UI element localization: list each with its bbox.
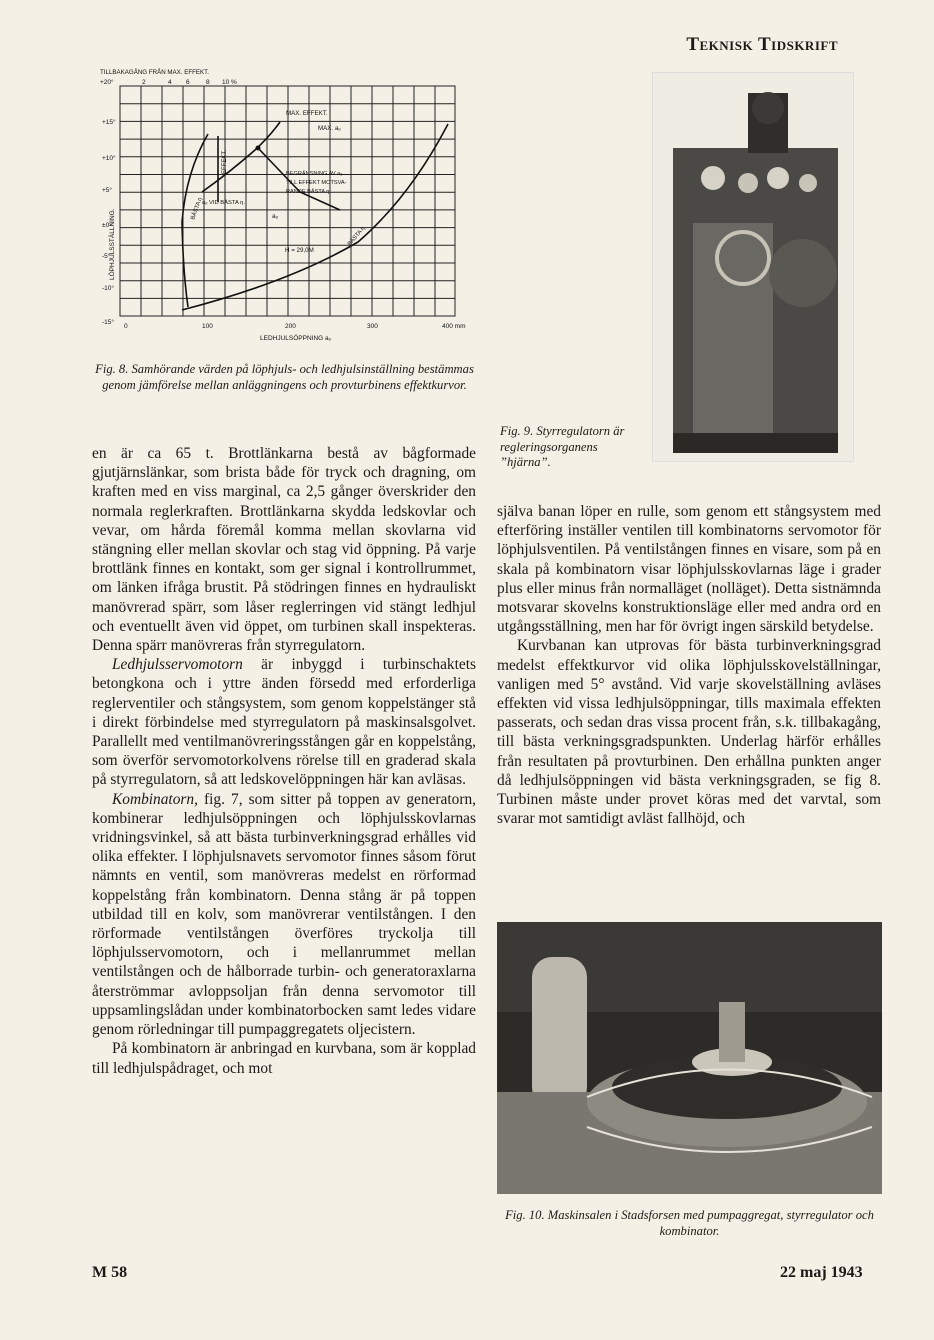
x-tick: 400 mm	[442, 323, 466, 330]
top-tick: 2	[142, 79, 146, 86]
issue-date: 22 maj 1943	[780, 1264, 863, 1281]
left-column	[92, 444, 476, 1078]
annotation-a-basta: aₒ VID BÄSTA η.	[202, 200, 245, 206]
journal-title: Teknisk Tidskrift	[686, 34, 838, 55]
grid	[120, 86, 455, 316]
x-tick: 200	[285, 323, 296, 330]
max-point	[256, 146, 261, 151]
fig8-caption: Fig. 8. Samhörande värden på löphjuls- och ledhjulsinställning bestämmas genom jämförelse mellan anläggningens och provturbinens effektkurvor.	[95, 362, 474, 392]
top-tick: 8	[206, 79, 210, 86]
fig9-caption: Fig. 9. Styrregulatorn är regleringsorganens ”hjärna”.	[500, 424, 625, 469]
page-number: M 58	[92, 1264, 128, 1281]
annotation-a0: aₒ	[272, 213, 279, 220]
y-tick: +5°	[102, 187, 113, 194]
top-tick: 4	[168, 79, 172, 86]
fig10-caption: Fig. 10. Maskinsalen i Stadsforsen med pumpaggregat, styrregulator och kombinator.	[505, 1208, 874, 1238]
annotation-limit-1: BEGRÄNSNING AV aₒ	[286, 171, 343, 177]
x-axis-label: LEDHJULSÖPPNING aₒ	[260, 335, 332, 342]
y-tick: -5°	[102, 253, 111, 260]
right-paragraph-1: själva banan löper en rulle, som genom ett stångsystem med efterföring inställer ventilen till kombinatorns servomotor för löphjulsventilen. På ventilstången finnes en visare, som på en skala på kombinatorn visar löphjulsskovlarnas läge i grader plus eller minus från normalläget (nolläget). Detta sistnämnda motsvarar skovelns konstruktionsläge eller med andra ord en utgångsställning, men har för övrigt ingen särskild betydelse.	[497, 503, 881, 636]
top-tick: +20°	[100, 79, 114, 86]
right-paragraph-2: Kurvbanan kan utprovas för bästa turbinverkningsgrad medelst effektkurvor vid olika löphjulsskovelställningar, vanligen med 5° avstånd. Vid varje skovelställning avläses effekten vid vissa ledhjulsöppningar, tills maximala effekten passerats, och sedan dras vissa procent från, s.k. tillbakagång, till bästa verkningsgradspunkten. Underlag härför erhålles från resultaten på provturbinen. Den erhållna punkten anger då ledhjulsöppningen vid bästa verkningsgraden, se fig 8. Turbinen måste under provet köras med det varvtal, som svarar mot samtidigt avläst fallhöjd, och	[497, 637, 881, 828]
annotation-limit-2: TILL EFFEKT MOTSVA-	[286, 180, 347, 186]
annotation-limit-3: RANDE BÄSTA η.	[286, 189, 331, 195]
top-tick: 6	[186, 79, 190, 86]
right-column	[497, 502, 881, 828]
top-tick: 10 %	[222, 79, 237, 86]
annotation-basta-left: BÄSTA η	[190, 196, 204, 221]
x-tick: 100	[202, 323, 213, 330]
top-label: TILLBAKAGÅNG FRÅN MAX. EFFEKT.	[100, 69, 209, 76]
y-tick: -15°	[102, 319, 114, 326]
term-kombinatorn: Kombinatorn,	[112, 790, 198, 808]
fig10-photo	[497, 922, 882, 1194]
left-paragraph-2: Ledhjulsservomotorn är inbyggd i turbinschaktets betongkona och i yttre änden försedd med erforderliga reglerventiler och stångsystem, som genom koppelstänger stå i direkt förbindelse med styrregulatorn på maskinsalsgolvet. Parallellt med ventilmanövreringsstången går en koppelstång, som överför servomotorkolvens rörelse till en graderad skala på styrregulatorn, så att ledskovelöppningen här kan avläsas.	[92, 656, 476, 789]
left-paragraph-3: Kombinatorn, fig. 7, som sitter på toppen av generatorn, kombinerar ledhjulsöppningen och löphjulsskovlarnas vridningsvinkel, så att bästa turbinverkningsgrad erhålles vid olika effekter. I löphjulsnavets servomotor finnes såsom förut nämnts en ventil, som manövreras medelst en rörformad koppelstång från kombinatorn. Denna stång är på toppen utbildad till en kolv, som manövrerar ventilstången. I den rörformade ventilstången överföres tryckolja till löphjulsservomotorn, och i mellanrummet mellan ventilstången och de hålborrade turbin- och generatoraxlarna återströmmar avloppsoljan från denna servomotor till uppsamlingslådan under kombinatorbocken samt ledes vidare genom rörledningar till pumpaggregatets oljecistern.	[92, 790, 476, 1039]
left-paragraph-4: På kombinatorn är anbringad en kurvbana, som är kopplad till ledhjulspådraget, och mot	[92, 1040, 476, 1077]
y-tick: ±0°	[102, 222, 112, 229]
y-tick: +15°	[102, 119, 116, 126]
fig9-photo	[652, 72, 854, 462]
annotation-max-a: MAX. aₒ	[318, 125, 341, 132]
annotation-effekt: EFFEKT.	[222, 149, 228, 174]
x-tick: 0	[124, 323, 128, 330]
annotation-max-effekt: MAX. EFFEKT.	[286, 110, 328, 117]
y-axis-label: LÖPHJULSSTÄLLNING.	[109, 208, 116, 280]
term-ledhjulsservomotorn: Ledhjulsservomotorn	[112, 656, 243, 674]
annotation-head: H = 29,0M	[285, 247, 314, 254]
y-tick: -10°	[102, 285, 114, 292]
x-tick: 300	[367, 323, 378, 330]
y-tick: +10°	[102, 155, 116, 162]
annotation-basta-right: BÄSTA η	[346, 225, 367, 248]
left-paragraph-1: en är ca 65 t. Brottlänkarna bestå av bågformade gjutjärnslänkar, som brista både för tryck och dragning, om kraften med en viss marginal, ca 2,5 gånger överskrider den normala reglerkraften. Brottlänkarna skydda ledskovlar och vevar, om hårda föremål komma mellan skovlarna vid stängning eller mellan skovlar och stag vid öppning. På varje brottlänk finnes en kontakt, som ger signal i kontrollrummet, om länken ifråga brustit. På stödringen finnes en hydrauliskt manövrerad spärr, som låser reglerringen vid stängt ledhjul och eventuellt även vid öppet, om turbinen skall inspekteras. Denna spärr manövreras från styrregulatorn.	[92, 445, 476, 655]
fig8-diagram	[90, 62, 490, 352]
